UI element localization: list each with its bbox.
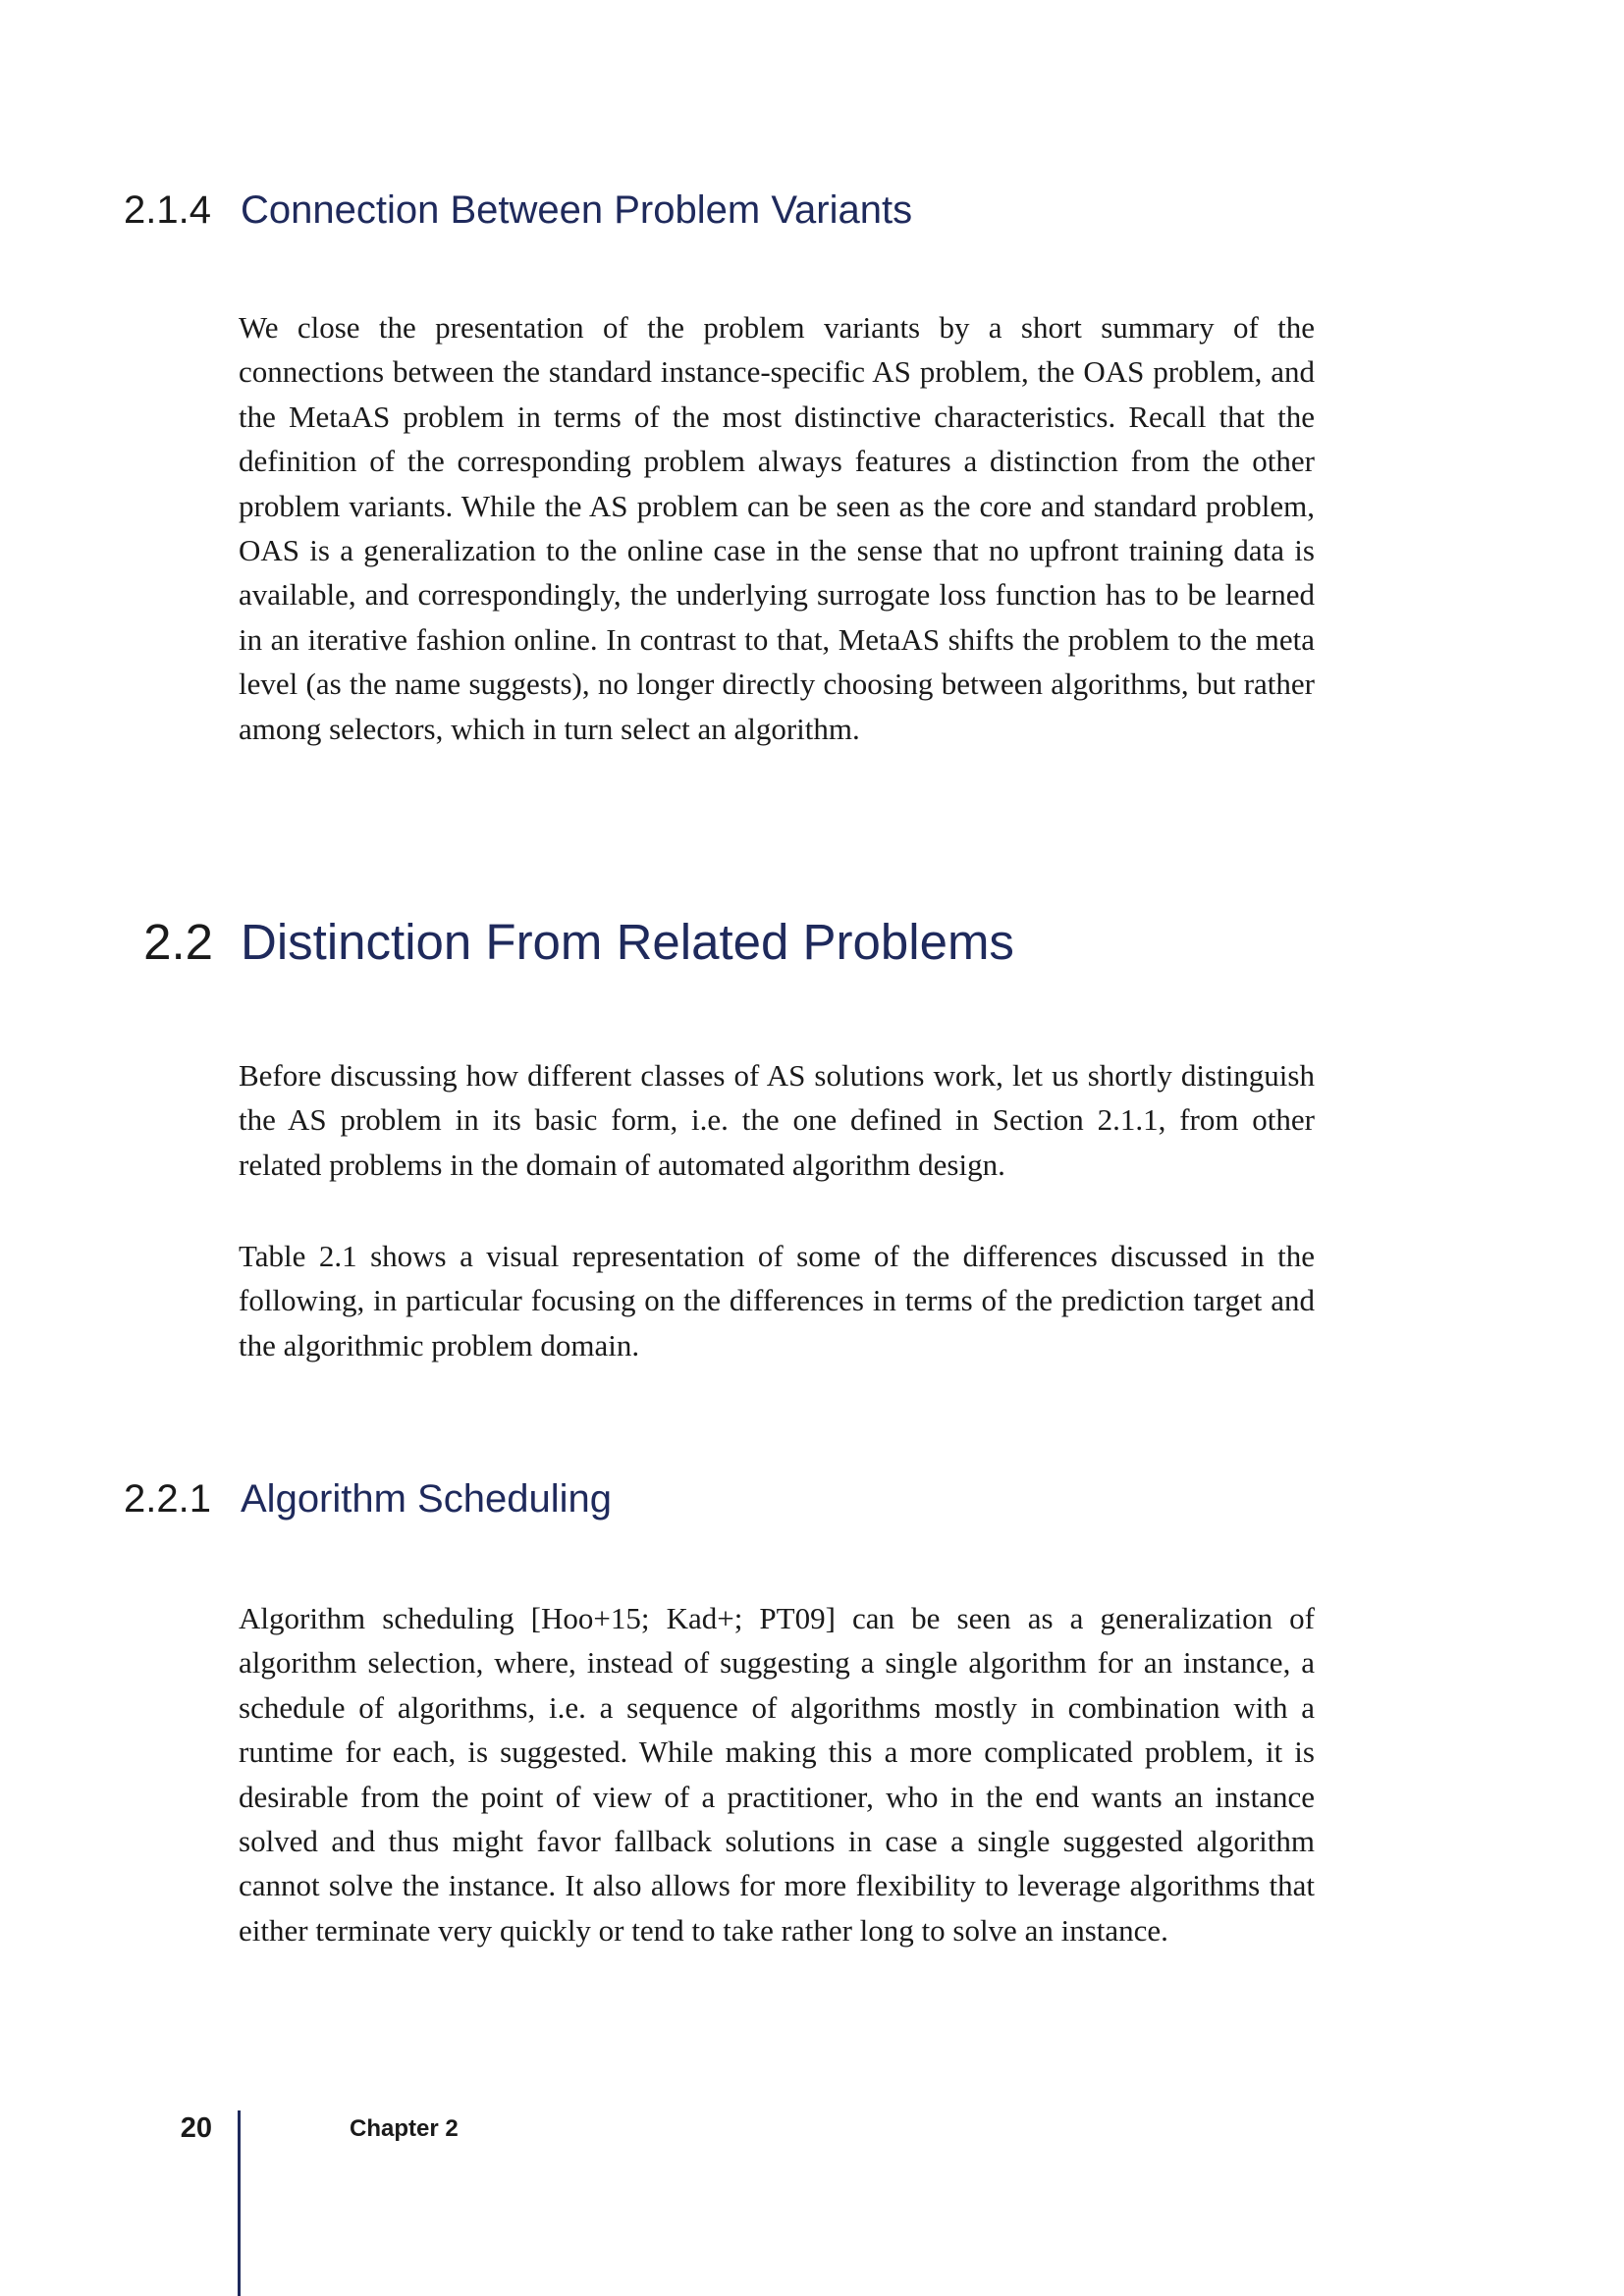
- subsection-heading-2-2-1: [124, 1475, 612, 1522]
- subsection-number: 2.1.4: [124, 188, 211, 232]
- paragraph: We close the presentation of the problem variants by a short summary of the connections between the standard instance-specific AS problem, the OAS problem, and the MetaAS problem in terms of the most distinctive characteristics. Recall that the definition of the corresponding problem always features a distinction from the other problem variants. While the AS problem can be seen as the core and standard problem, OAS is a generalization to the online case in the sense that no upfront training data is available, and correspondingly, the underlying surrogate loss function has to be learned in an iterative fashion online. In contrast to that, MetaAS shifts the problem to the meta level (as the name suggests), no longer directly choosing between algorithms, but rather among selectors, which in turn select an algorithm.: [239, 310, 1315, 746]
- paragraph: Algorithm scheduling [Hoo+15; Kad+; PT09] can be seen as a generalization of algorithm selection, where, instead of suggesting a single algorithm for an instance, a schedule of algorithms, i.e. a sequence of algorithms mostly in combination with a runtime for each, is suggested. While making this a more complicated problem, it is desirable from the point of view of a practitioner, who in the end wants an instance solved and thus might favor fallback solutions in case a single suggested algorithm cannot solve the instance. It also allows for more flexibility to leverage algorithms that either terminate very quickly or tend to take rather long to solve an instance.: [239, 1601, 1315, 1948]
- section-number: 2.2: [143, 914, 213, 970]
- subsection-number: 2.2.1: [124, 1477, 211, 1521]
- running-footer-chapter: Chapter 2: [350, 2115, 459, 2142]
- subsection-title: Algorithm Scheduling: [241, 1477, 612, 1521]
- subsection-heading-2-1-4: [124, 187, 913, 234]
- footer-divider: [238, 2110, 241, 2296]
- subsection-title: Connection Between Problem Variants: [241, 188, 913, 232]
- page-number: 20: [180, 2112, 212, 2144]
- section-heading-2-2: [143, 913, 1014, 972]
- paragraph: Table 2.1 shows a visual representation of some of the differences discussed in the following, in particular focusing on the differences in terms of the prediction target and the algorithmic problem domain.: [239, 1239, 1315, 1362]
- paragraph: Before discussing how different classes of AS solutions work, let us shortly distinguish the AS problem in its basic form, i.e. the one defined in Section 2.1.1, from other related problems in the domain of automated algorithm design.: [239, 1058, 1315, 1182]
- section-title: Distinction From Related Problems: [241, 914, 1014, 970]
